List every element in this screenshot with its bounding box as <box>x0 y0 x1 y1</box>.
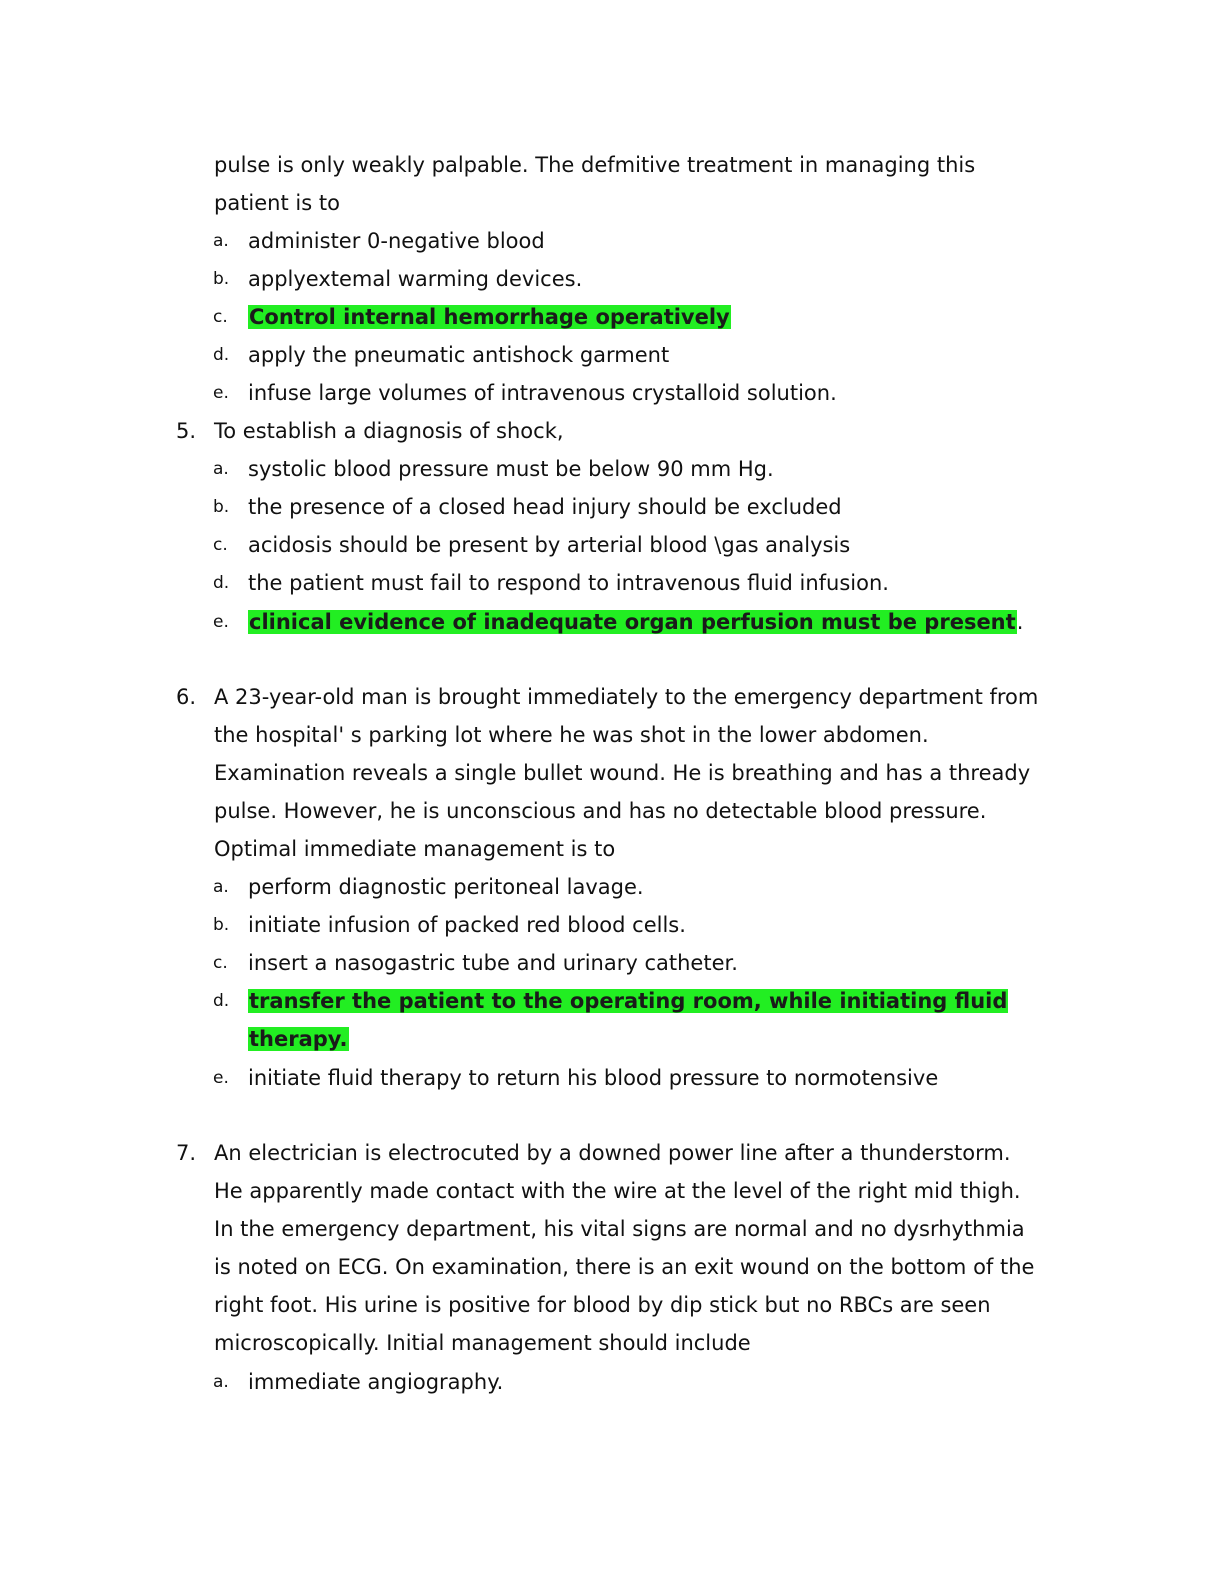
question-number: 7. <box>176 1141 197 1165</box>
question-4-option-d: apply the pneumatic antishock garment <box>248 343 670 367</box>
question-4-option-e: infuse large volumes of intravenous crystalloid solution. <box>248 381 837 405</box>
correct-answer-highlight: transfer the patient to the operating room, while initiating fluid <box>249 989 1008 1013</box>
question-5-option-c: acidosis should be present by arterial blood \gas analysis <box>248 533 851 557</box>
question-6-stem-line: pulse. However, he is unconscious and has no detectable blood pressure. <box>214 799 987 823</box>
question-6-stem-line: A 23-year-old man is brought immediately to the emergency department from <box>214 685 1039 709</box>
question-7-option-a: immediate angiography. <box>248 1370 504 1394</box>
question-7-stem-line: In the emergency department, his vital signs are normal and no dysrhythmia <box>214 1217 1025 1241</box>
option-letter: d. <box>213 345 230 365</box>
question-6-option-d <box>248 982 1008 1020</box>
question-6-option-c: insert a nasogastric tube and urinary catheter. <box>248 951 738 975</box>
question-number: 6. <box>176 685 197 709</box>
question-4-option-a: administer 0-negative blood <box>248 229 545 253</box>
option-letter: a. <box>213 231 229 251</box>
correct-answer-highlight: Control internal hemorrhage operatively <box>249 305 730 329</box>
option-letter: c. <box>213 953 228 973</box>
question-5-option-e <box>248 603 1023 641</box>
question-7-stem-line: microscopically. Initial management should include <box>214 1331 751 1355</box>
question-5-stem-line: To establish a diagnosis of shock, <box>214 419 564 443</box>
question-6-stem-line: Optimal immediate management is to <box>214 837 616 861</box>
option-letter: b. <box>213 269 230 289</box>
question-6-option-b: initiate infusion of packed red blood cells. <box>248 913 686 937</box>
question-4-stem-line: pulse is only weakly palpable. The defmitive treatment in managing this <box>214 153 976 177</box>
option-letter: a. <box>213 1372 229 1392</box>
question-4-stem-line: patient is to <box>214 191 340 215</box>
option-letter: c. <box>213 307 228 327</box>
question-6-stem-line: Examination reveals a single bullet wound. He is breathing and has a thready <box>214 761 1031 785</box>
question-5-option-d: the patient must fail to respond to intravenous fluid infusion. <box>248 571 889 595</box>
option-letter: a. <box>213 877 229 897</box>
question-6-option-a: perform diagnostic peritoneal lavage. <box>248 875 644 899</box>
option-letter: c. <box>213 535 228 555</box>
option-letter: a. <box>213 459 229 479</box>
question-6-stem-line: the hospital' s parking lot where he was shot in the lower abdomen. <box>214 723 929 747</box>
question-7-stem-line: is noted on ECG. On examination, there is an exit wound on the bottom of the <box>214 1255 1035 1279</box>
correct-answer-highlight: therapy. <box>249 1027 348 1051</box>
option-letter: d. <box>213 991 230 1011</box>
correct-answer-highlight: clinical evidence of inadequate organ perfusion must be present <box>249 610 1016 634</box>
question-6-option-d-continued <box>248 1020 349 1058</box>
option-letter: e. <box>213 383 229 403</box>
trailing-period: . <box>1016 610 1024 634</box>
option-letter: d. <box>213 573 230 593</box>
option-letter: b. <box>213 497 230 517</box>
question-number: 5. <box>176 419 197 443</box>
option-letter: e. <box>213 1068 229 1088</box>
option-letter: e. <box>213 612 229 632</box>
question-5-option-a: systolic blood pressure must be below 90 mm Hg. <box>248 457 774 481</box>
question-4-option-c <box>248 298 731 336</box>
question-7-stem-line: An electrician is electrocuted by a downed power line after a thunderstorm. <box>214 1141 1011 1165</box>
question-7-stem-line: right foot. His urine is positive for blood by dip stick but no RBCs are seen <box>214 1293 991 1317</box>
question-7-stem-line: He apparently made contact with the wire at the level of the right mid thigh. <box>214 1179 1021 1203</box>
option-letter: b. <box>213 915 230 935</box>
question-4-option-b: applyextemal warming devices. <box>248 267 583 291</box>
question-5-option-b: the presence of a closed head injury should be excluded <box>248 495 842 519</box>
question-6-option-e: initiate fluid therapy to return his blood pressure to normotensive <box>248 1066 939 1090</box>
